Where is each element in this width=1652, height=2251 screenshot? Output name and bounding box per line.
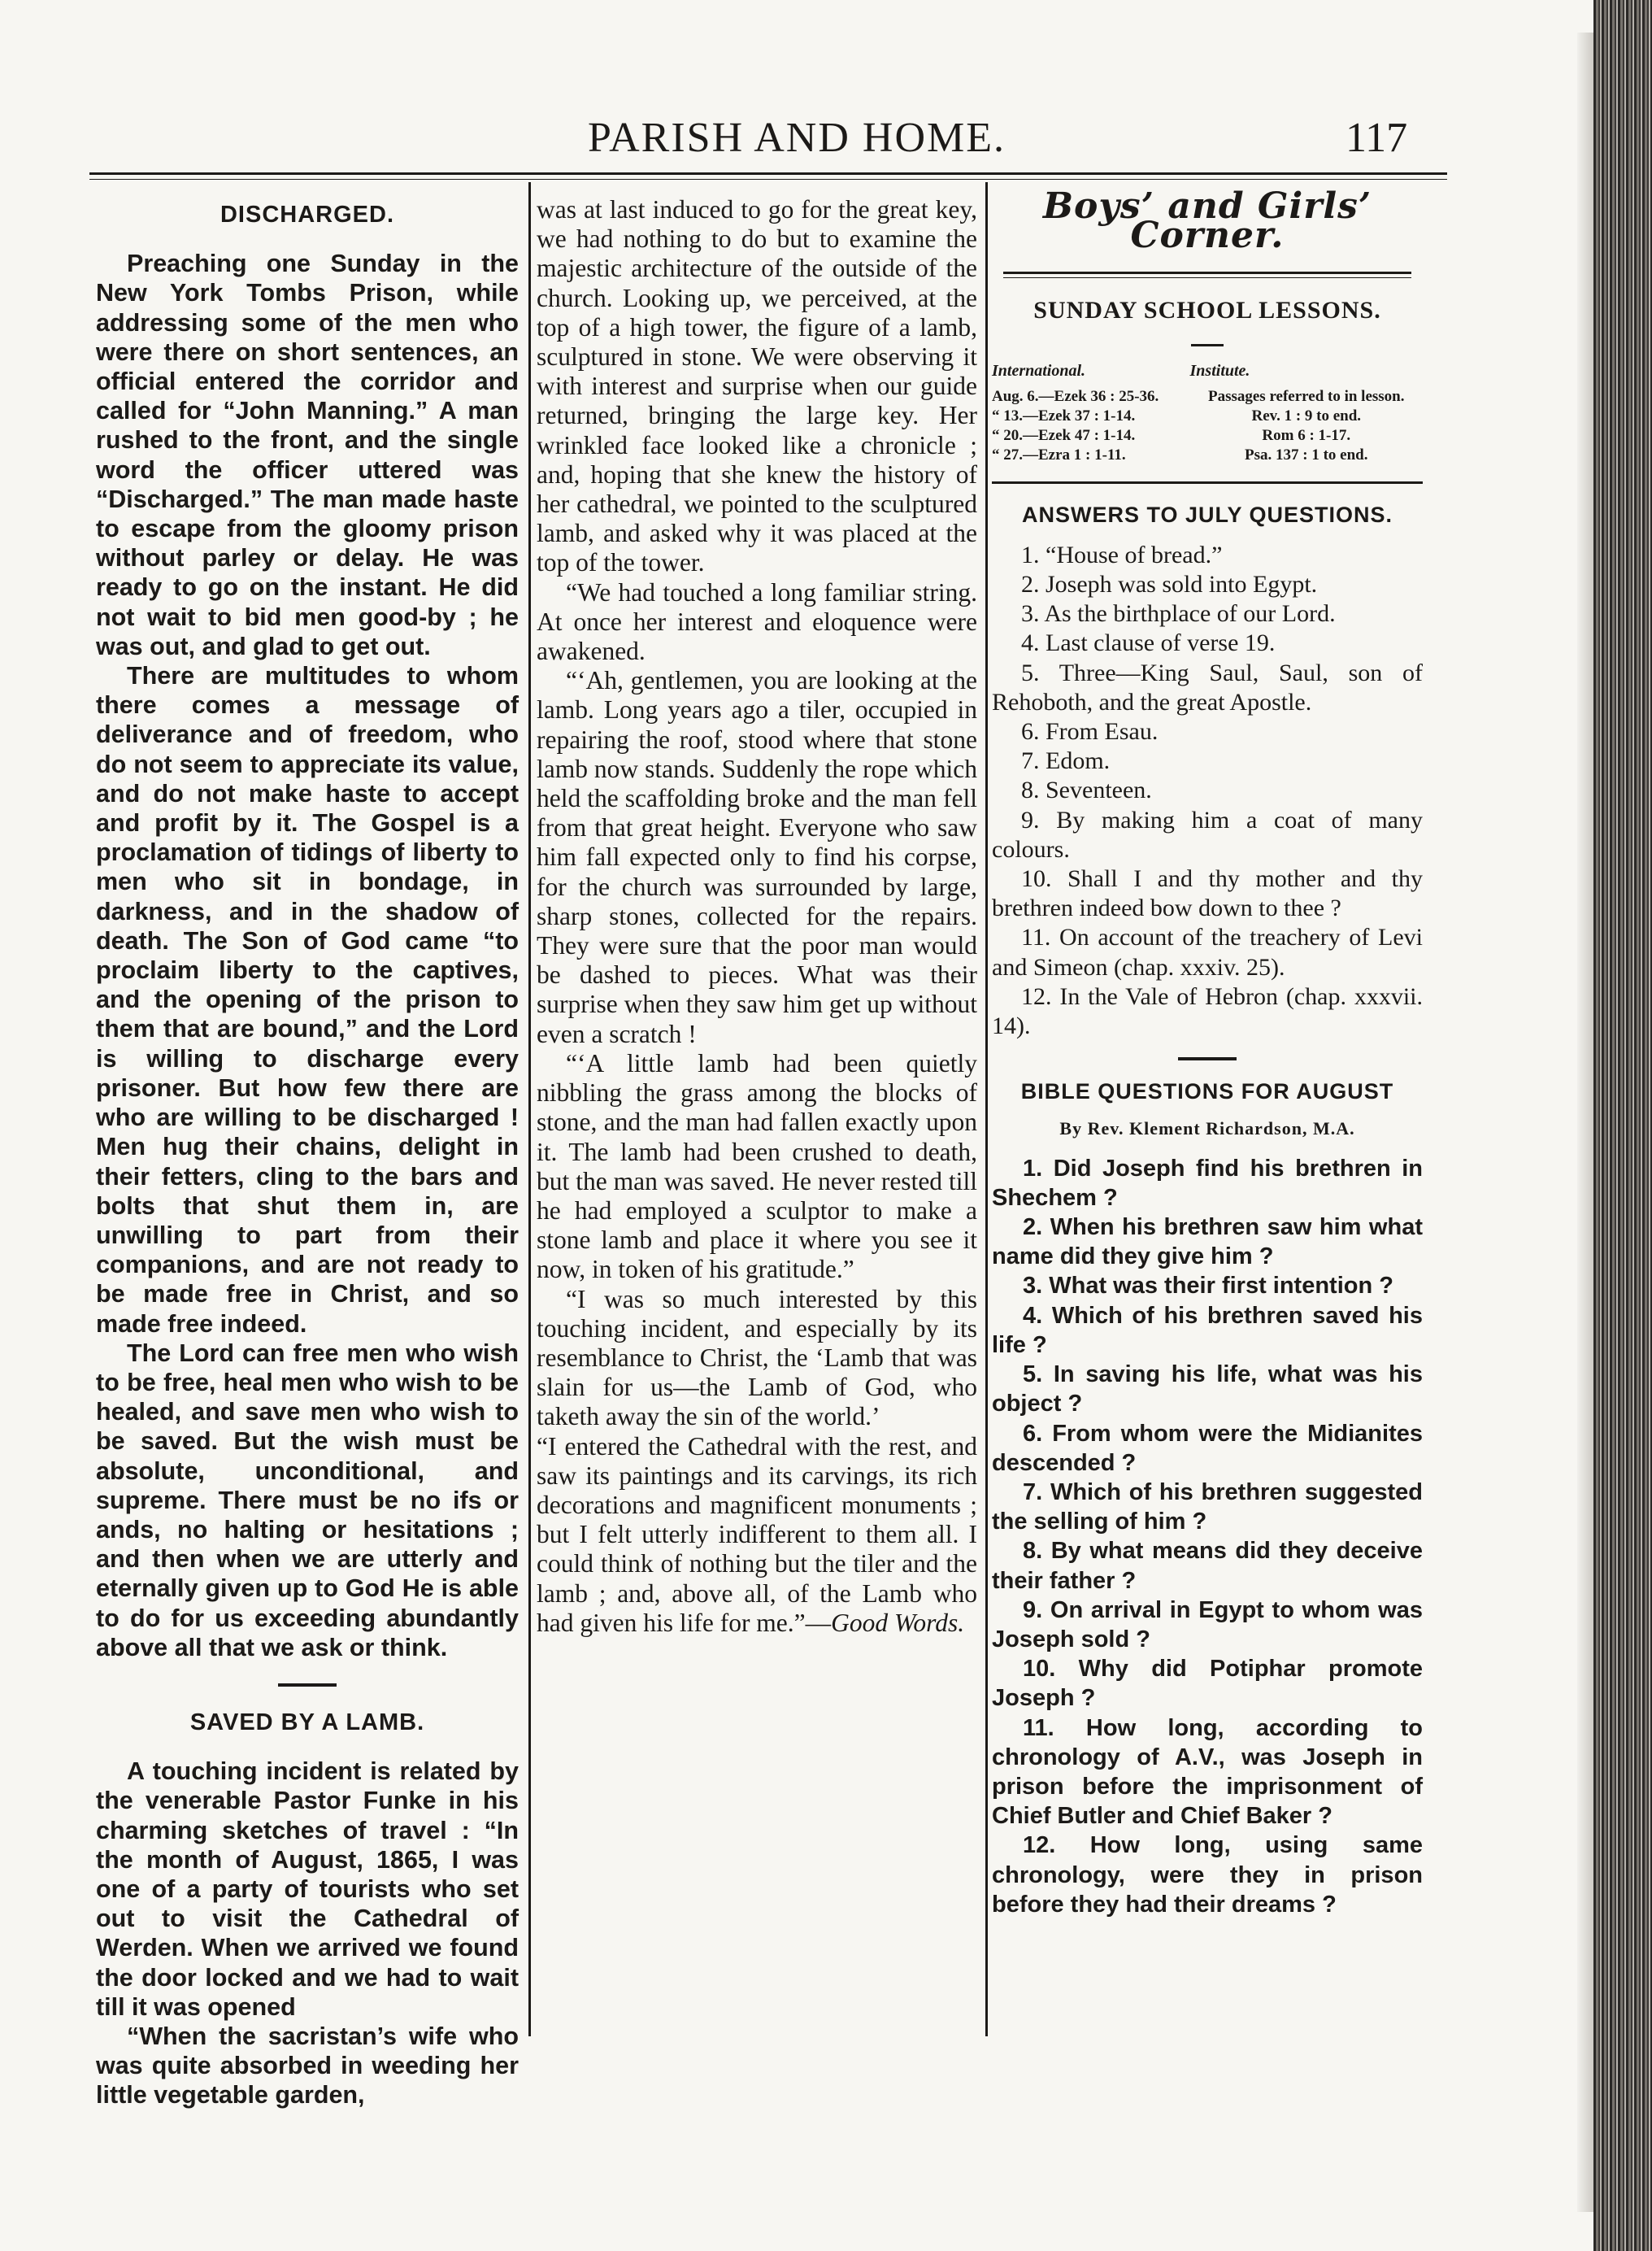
list-item: 5. Three—King Saul, Saul, son of Rehoboth, and the great Apostle. <box>992 659 1423 716</box>
page-curl-shadow <box>1577 33 1595 2212</box>
corner-title: Boys’ and Girls’ Corner. <box>1042 185 1372 257</box>
list-item: 11. On account of the treachery of Levi and Simeon (chap. xxxiv. 25). <box>992 924 1423 981</box>
table-row: “ 27.—Ezra 1 : 1-11. Psa. 137 : 1 to end. <box>992 446 1368 464</box>
article-heading-saved-by-a-lamb: SAVED BY A LAMB. <box>189 1709 425 1735</box>
table-row: Aug. 6.—Ezek 36 : 25-36. Passages referred to in lesson. <box>992 387 1405 405</box>
column-2 <box>537 195 977 1638</box>
list-item: 9. By making him a coat of many colours. <box>992 806 1423 863</box>
list-item: 10. Shall I and thy mother and thy brethren indeed bow down to thee ? <box>992 865 1423 922</box>
column-3 <box>992 185 1423 1919</box>
column-divider-2 <box>985 182 988 2036</box>
source-credit: Good Words. <box>831 1608 965 1637</box>
paragraph: “I entered the Cathedral with the rest, and saw its paintings and its carvings, its rich decorations and magnificent monuments ; but I felt utterly indifferent to them all. I could think of nothing but the tiler and the lamb ; and, above all, of the Lamb who had given his life for me.”— <box>537 1431 977 1637</box>
list-item: 12. In the Vale of Hebron (chap. xxxvii. 14). <box>992 982 1423 1040</box>
answers-heading: ANSWERS TO JULY QUESTIONS. <box>1021 502 1393 527</box>
list-item: 3. What was their first intention ? <box>1023 1273 1393 1300</box>
list-item: 12. How long, using same chronology, were they in prison before they had their dreams ? <box>992 1832 1423 1918</box>
sunday-school-title: SUNDAY SCHOOL LESSONS. <box>1033 297 1381 324</box>
lessons-table <box>992 361 1423 465</box>
book-edge <box>1593 0 1652 2251</box>
list-item: 6. From whom were the Midianites descended ? <box>992 1420 1423 1476</box>
article-heading-discharged: DISCHARGED. <box>220 202 394 228</box>
paragraph: “We had touched a long familiar string. At once her interest and eloquence were awakened. <box>537 577 977 666</box>
page-number: 117 <box>1346 115 1408 161</box>
list-item: 5. In saving his life, what was his object ? <box>992 1361 1423 1417</box>
paragraph: “‘Ah, gentlemen, you are looking at the lamb. Long years ago a tiler, occupied in repairing the roof, stood where that stone lamb now stands. Suddenly the rope which held the scaffolding broke and the man fell from that great height. Everyone who saw him fall expected only to find his corpse, for the church was surrounded by large, sharp stones, collected for the repairs. They were sure that the poor man would be dashed to pieces. What was their surprise when they saw him get up without even a scratch ! <box>537 666 977 1048</box>
list-item: 10. Why did Potiphar promote Joseph ? <box>992 1656 1423 1712</box>
paragraph: “I was so much interested by this touching incident, and especially by its resemblance to Christ, the ‘Lamb that was slain for us—the Lamb of God, who taketh away the sin of the world.’ <box>537 1284 977 1431</box>
list-item: 8. By what means did they deceive their father ? <box>992 1538 1423 1594</box>
list-item: 11. How long, according to chronology of A.V., was Joseph in prison before the imprisonment of Chief Butler and Chief Baker ? <box>992 1714 1423 1830</box>
header-rule-top <box>89 172 1447 175</box>
table-row: “ 20.—Ezek 47 : 1-14. Rom 6 : 1-17. <box>992 426 1351 444</box>
list-item: 7. Which of his brethren suggested the selling of him ? <box>992 1478 1423 1535</box>
list-item: 2. When his brethren saw him what name did they give him ? <box>992 1214 1423 1270</box>
paragraph: Preaching one Sunday in the New York Tombs Prison, while addressing some of the men who were there on short sentences, an official entered the corridor and called for “John Manning.” A man rushed to the front, and the single word the officer uttered was “Discharged.” The man made haste to escape from the gloomy prison without parley or delay. He was ready to go on the instant. He did not wait to bid men good-by ; he was out, and glad to get out. <box>96 250 519 660</box>
list-item: 4. Which of his brethren saved his life ? <box>992 1302 1423 1358</box>
running-head-title: PARISH AND HOME. <box>587 115 1006 161</box>
list-item: 3. As the birthplace of our Lord. <box>1021 600 1336 628</box>
paragraph: “‘A little lamb had been quietly nibbling the grass among the blocks of stone, and the man had fallen exactly upon it. The lamb had been crushed to death, but the man was saved. He never rested till he had employed a sculptor to make a stone lamb and place it where you see it now, in token of his gratitude.” <box>537 1048 977 1284</box>
list-item: 8. Seventeen. <box>1021 777 1152 804</box>
list-item: 6. From Esau. <box>1021 718 1159 746</box>
list-item: 2. Joseph was sold into Egypt. <box>1021 571 1318 599</box>
list-item: 1. Did Joseph find his brethren in Shechem ? <box>992 1155 1423 1211</box>
paragraph: “When the sacristan’s wife who was quite absorbed in weeding her little vegetable garden, <box>96 2022 519 2109</box>
column-1 <box>96 200 519 2110</box>
table-row: “ 13.—Ezek 37 : 1-14. Rev. 1 : 9 to end. <box>992 407 1362 425</box>
list-item: 1. “House of bread.” <box>1021 541 1223 568</box>
column-divider-1 <box>528 182 531 2036</box>
list-item: 9. On arrival in Egypt to whom was Joseph sold ? <box>992 1596 1423 1652</box>
list-item: 4. Last clause of verse 19. <box>1021 629 1276 657</box>
header-rule-bottom <box>89 179 1447 180</box>
column-header-international: International. <box>992 361 1086 380</box>
paragraph: was at last induced to go for the great key, we had nothing to do but to examine the majestic architecture of the outside of the church. Looking up, we perceived, at the top of a high tower, the figure of a lamb, sculptured in stone. We were observing it with interest and surprise when our guide returned, bringing the large key. Her wrinkled face looked like a chronicle ; and, hoping that she knew the history of her cathedral, we pointed to the sculptured lamb, and asked why it was placed at the top of the tower. <box>537 195 977 577</box>
questions-heading: BIBLE QUESTIONS FOR AUGUST <box>1020 1079 1394 1104</box>
paragraph: There are multitudes to whom there comes a message of deliverance and of freedom, who do not seem to appreciate its value, and do not make haste to accept and profit by it. The Gospel is a proclamation of tidings of liberty to men who sit in bondage, in darkness, and in the shadow of death. The Son of God came “to proclaim liberty to the captives, and the opening of the prison to them that are bound,” and the Lord is willing to discharge every prisoner. But how few there are who are willing to be discharged ! Men hug their chains, delight in their fetters, cling to the bars and bolts that shut them in, are unwilling to part from their companions, and are not ready to be made free in Christ, and so made free indeed. <box>96 662 519 1338</box>
paragraph: The Lord can free men who wish to be free, heal men who wish to be healed, and save men who wish to be saved. But the wish must be absolute, unconditional, and supreme. There must be no ifs or ands, no halting or hesitations ; and then when we are utterly and eternally given up to God He is able to do for us exceeding abundantly above all that we ask or think. <box>96 1339 519 1661</box>
byline: By Rev. Klement Richardson, M.A. <box>1059 1118 1355 1139</box>
paragraph: A touching incident is related by the venerable Pastor Funke in his charming sketches of travel : “In the month of August, 1865, I was one of a party of tourists who set out to visit the Cathedral of Werden. When we arrived we found the door locked and we had to wait till it was opened <box>96 1757 519 2021</box>
list-item: 7. Edom. <box>1021 747 1111 775</box>
column-header-institute: Institute. <box>1189 361 1250 380</box>
